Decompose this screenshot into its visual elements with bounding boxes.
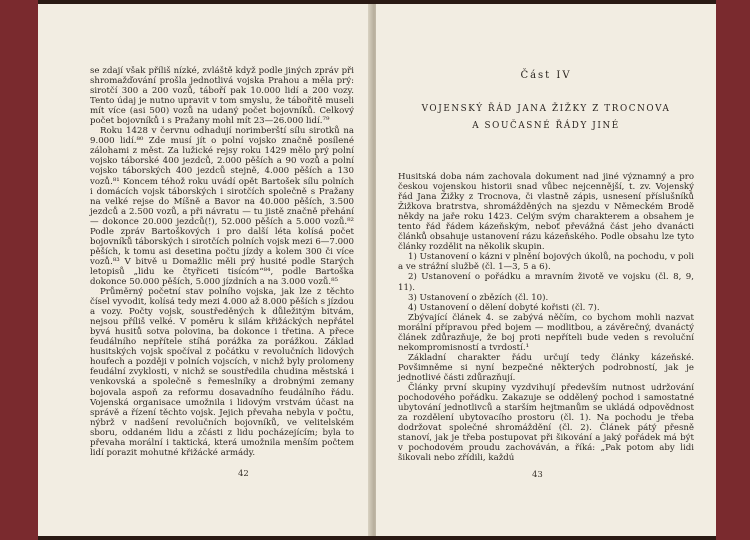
paragraph: Roku 1428 v červnu odhadují norimberští sílu sirotků na 9.000 lidí.⁸⁰ Zde musí jít o polní vojsko značně posílené zálohami z měst. Za lužické rejsy roku 1429 mělo prý polní vojsko táborské 400 jezdců, 2.000 pěších a 90 vozů a polní vojsko táborských 400 jezdců stejně, 4.000 pěších a 130 vozů.⁸¹ Koncem téhož roku uvádí opět Bartošek sílu polních i domácích vojsk táborských i sirotčích společně s Pražany na velké rejse do Míšně a Bavor na 40.000 pěších, 3.500 jezdců a 2.500 vozů, a při návratu — tu jistě značně přehání — dokonce 20.000 jezdců(!), 52.000 pěších a 5.000 vozů.⁸² Podle zpráv Bartoškových i pro další léta kolísá počet bojovníků táborských i sirotčích polních vojsk mezi 6—7.000 pěších, k tomu asi desetina počtu jízdy a kolem 300 či více vozů.⁸³ V bitvě u Domažlic měli prý husité podle Starých letopisů „lidu ke čtyřiceti tisícóm“⁸⁴, podle Bartoška dokonce 50.000 pěších, 5.000 jízdních a na 3.000 vozů.⁸⁵	[90, 126, 354, 287]
paragraph: 3) Ustanovení o zbězích (čl. 10).	[408, 292, 549, 303]
right-page	[376, 4, 716, 536]
paragraph: Články první skupiny vyzdvihují především nutnost udržování pochodového pořádku. Zakazuje se oddělený pochod i samostatné ubytování jednotlivců a starším hejtmanům se ukládá odpovědnost za rozdělení ubytovacího prostoru (čl. 1). Na pochodu je třeba dodržovat společné shromáždění (čl. 2). Článek pátý přesně stanoví, jak je třeba postupovat při šikování a jaký pořádek má být v pochodovém proudu zachováván, a říká: „Pak potom aby lidi šikovali nebo zřídili, každú	[398, 382, 694, 464]
page-number: 42	[238, 469, 249, 479]
paragraph: Husitská doba nám zachovala dokument nad jiné významný a pro českou vojenskou historii snad vůbec nejcennější, t. zv. Vojenský řád Jana Žižky z Trocnova, či vlastně zápis, usnesení příslušníků Žižkova bratrstva, shromážděných na sjezdu v Německém Brodě někdy na jaře roku 1423. Celým svým charakterem a obsahem je tento řád řádem kázeňským, neboť převážná část jeho dvanácti článků obsahuje ustanovení rázu kázeňského. Podle obsahu lze tyto články rozdělit na několik skupin.	[398, 172, 694, 253]
part-label: Část IV	[520, 70, 572, 81]
left-page-body	[90, 66, 354, 458]
paragraph: Zbývající článek 4. se zabývá něčím, co bychom mohli nazvat morální přípravou před bojem — modlitbou, a závěrečný, dvanáctý článek zdůrazňuje, že boj proti nepříteli bude veden s revoluční nekompromisností a tvrdostí.¹	[398, 312, 694, 353]
paragraph: se zdají však příliš nízké, zvláště když podle jiných zpráv při shromažďování prošla jednotlivá vojska Prahou a měla prý: sirotčí 300 a 200 vozů, táboří pak 10.000 lidí a 200 vozy. Tento údaj je nutno upravit v tom smyslu, že tábořitě museli mít více (asi 500) vozů na udaný počet bojovníků. Celkový počet bojovníků i s Pražany mohl mít 23—26.000 lidí.⁷⁹	[90, 66, 354, 127]
page-number: 43	[532, 470, 543, 480]
left-page	[38, 4, 372, 536]
paragraph: 4) Ustanovení o dělení dobyté kořisti (čl. 7).	[408, 302, 600, 313]
book-cover-left-edge	[0, 0, 38, 540]
paragraph: 1) Ustanovení o kázni v plnění bojových úkolů, na pochodu, v poli a ve strážní službě (čl. 1—3, 5 a 6).	[398, 252, 694, 273]
chapter-heading: VOJENSKÝ ŘÁD JANA ŽIŽKY Z TROCNOVA	[421, 104, 671, 114]
paragraph: Základní charakter řádu určují tedy články kázeňské. Povšimněme si nyní bezpečné některých podrobností, jak je jednotlivé části zdůrazňují.	[398, 352, 694, 383]
chapter-subheading: A SOUČASNÉ ŘÁDY JINÉ	[472, 121, 620, 131]
paragraph: Průměrný početní stav polního vojska, jak lze z těchto čísel vyvodit, kolísá tedy mezi 4.000 až 8.000 pěších s jízdou a vozy. Počty vojsk, soustředěných k důležitým bitvám, nejsou příliš velké. V poměru k silám křižáckých nepřátel byvá husitů sotva polovina, ba dokonce i třetina. A přece feudálního nepřítele stíhá porážka za porážkou. Základ husitských vojsk spočíval z počátku v revolučních lidových houfech a později v polních vojscích, v nichž byly prolomeny feudální zvyklosti, v nichž se soustředila chudina městská i venkovská a společně s řemeslníky a drobnými zemany bojovala aspoň za reformu dosavadního feudálního řádu. Vojenská organisace umožnila i lidovým vrstvám účast na správě a řízení těchto vojsk. Jejich převaha nebyla v počtu, nýbrž v nadšení revolučních bojovníků, ve velitelském sboru, oddaném lidu a zčásti z lidu pocházejícím; byla to převaha morální i taktická, která umožnila menším počtem lidí porazit mohutné křižácké armády.	[90, 287, 354, 458]
paragraph: 2) Ustanovení o pořádku a mravním životě ve vojsku (čl. 8, 9, 11).	[398, 272, 694, 293]
right-page-body	[398, 172, 694, 463]
book-cover-right-edge	[716, 0, 750, 540]
